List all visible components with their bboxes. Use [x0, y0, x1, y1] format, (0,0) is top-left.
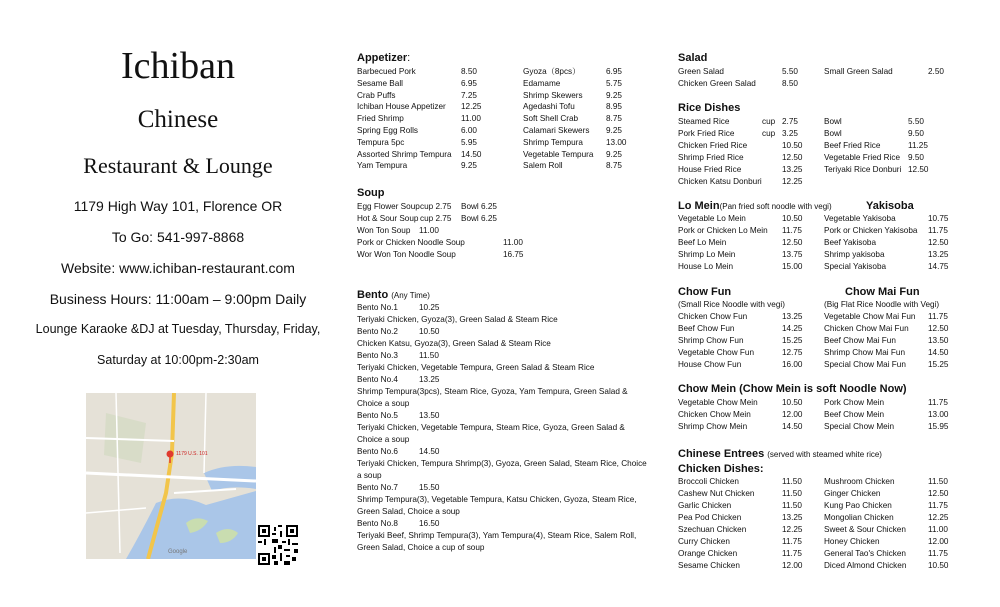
entrees-heading [678, 448, 882, 460]
item-name: Bento No.2 [357, 327, 398, 336]
item-price: 14.50 [928, 348, 949, 357]
item-name: Shrimp yakisoba [824, 250, 885, 259]
item-price: 5.75 [606, 78, 622, 88]
item-price: 6.95 [461, 78, 477, 88]
item-name: Bento No.1 [357, 303, 398, 312]
item-price: 11.75 [928, 501, 948, 510]
item-price: 13.00 [606, 137, 627, 147]
business-hours: Business Hours: 11:00am – 9:00pm Daily [49, 291, 307, 307]
chowfun-heading: Chow Fun [678, 286, 732, 298]
item-price: 12.25 [782, 525, 803, 534]
item-price: 15.25 [782, 336, 803, 345]
item-name: Beef Chow Mein [824, 410, 885, 419]
item-price: 9.25 [606, 149, 622, 159]
soup-heading: Soup [357, 187, 385, 199]
item-price: 13.25 [928, 250, 949, 259]
item-price: 12.50 [928, 489, 949, 498]
item-price: 15.00 [782, 262, 803, 271]
item-price: 15.25 [928, 360, 949, 369]
item-name: House Lo Mein [678, 262, 734, 271]
location-map [86, 393, 256, 559]
bento-heading [357, 289, 430, 301]
item-name: Edamame [523, 78, 561, 88]
bento-description: Chicken Katsu, Gyoza(3), Green Salad & Steam Rice [357, 339, 551, 348]
item-name: Vegetable Tempura [523, 149, 594, 159]
item-price: 15.50 [419, 483, 440, 492]
item-name: Assorted Shrimp Tempura [357, 149, 452, 159]
item-name: Bowl [824, 129, 842, 138]
item-price: 16.50 [419, 519, 440, 528]
item-name: Special Chow Mai Fun [824, 360, 906, 369]
item-price: 10.50 [419, 327, 440, 336]
item-name: Garlic Chicken [678, 501, 732, 510]
item-name: Pork or Chicken Yakisoba [824, 226, 918, 235]
item-price: 11.50 [782, 489, 802, 498]
item-price: 12.75 [782, 348, 803, 357]
item-price: 9.50 [908, 153, 924, 162]
bento-description: Teriyaki Chicken, Tempura Shrimp(3), Gyoza, Green Salad, Steam Rice, Choice a soup [357, 459, 647, 480]
item-name: Szechuan Chicken [678, 525, 747, 534]
item-price: 11.75 [928, 312, 948, 321]
item-name: Kung Pao Chicken [824, 501, 892, 510]
item-name: Tempura 5pc [357, 137, 405, 147]
item-name: Cashew Nut Chicken [678, 489, 755, 498]
item-price: 9.25 [461, 161, 477, 171]
item-name: Yam Tempura [357, 161, 408, 171]
item-name: Shrimp Tempura [523, 137, 583, 147]
item-name: Vegetable Chow Mein [678, 398, 758, 407]
item-name: Bento No.3 [357, 351, 398, 360]
item-name: Sweet & Sour Chicken [824, 525, 906, 534]
item-price: 10.50 [782, 398, 803, 407]
lomein-note: (Pan fried soft noodle with vegi) [719, 202, 832, 211]
item-price: 13.50 [419, 411, 440, 420]
item-name: Beef Fried Rice [824, 141, 881, 150]
item-name: Sesame Chicken [678, 561, 740, 570]
item-name: General Tao's Chicken [824, 549, 906, 558]
item-name: Small Green Salad [824, 67, 893, 76]
item-price: 13.25 [419, 375, 440, 384]
item-name: House Fried Rice [678, 165, 742, 174]
item-name: Won Ton Soup [357, 226, 411, 235]
chowmein-heading: Chow Mein (Chow Mein is soft Noodle Now) [678, 383, 907, 395]
appetizer-title: Appetizer [357, 52, 408, 64]
item-price: 11.75 [928, 398, 948, 407]
item-cup: cup 2.75 [420, 202, 452, 211]
restaurant-name: Ichiban [121, 45, 235, 87]
item-price: 14.75 [928, 262, 949, 271]
bento-title: Bento [357, 289, 389, 301]
bento-description: Teriyaki Chicken, Vegetable Tempura, Green Salad & Steam Rice [357, 363, 595, 372]
item-price: 12.50 [928, 238, 949, 247]
item-price: 9.25 [606, 126, 622, 135]
item-name: Bento No.6 [357, 447, 398, 456]
item-name: Beef Lo Mein [678, 238, 727, 247]
item-name: Shrimp Skewers [523, 90, 583, 100]
item-price: 2.75 [782, 117, 798, 126]
item-name: Special Yakisoba [824, 262, 887, 271]
item-price: 11.00 [928, 525, 948, 534]
item-price: 11.50 [928, 477, 948, 486]
item-name: Chicken Katsu Donburi [678, 177, 762, 186]
item-name: Chicken Chow Fun [678, 312, 748, 321]
item-name: Green Salad [678, 67, 724, 76]
entrees-title: Chinese Entrees [678, 448, 765, 460]
item-name: Vegetable Chow Fun [678, 348, 755, 357]
entrees-note: (served with steamed white rice) [767, 450, 882, 459]
bento-description: Shrimp Tempura(3pcs), Steam Rice, Gyoza, Yam Tempura, Green Salad & Choice a soup [357, 387, 628, 408]
item-name: Teriyaki Rice Donburi [824, 165, 902, 174]
item-name: Vegetable Chow Mai Fun [824, 312, 916, 321]
item-price: 13.25 [782, 312, 803, 321]
item-price: 3.25 [782, 129, 798, 138]
address: 1179 High Way 101, Florence OR [73, 198, 283, 214]
item-name: Steamed Rice [678, 117, 730, 126]
item-name: Bento No.4 [357, 375, 398, 384]
item-price: 12.50 [782, 153, 803, 162]
item-price: 16.75 [503, 250, 524, 259]
item-price: 12.50 [928, 324, 949, 333]
item-price: 14.25 [782, 324, 803, 333]
item-price: 11.50 [782, 477, 802, 486]
chowfun-note: (Small Rice Noodle with vegi) [678, 300, 785, 309]
item-name: Chicken Fried Rice [678, 141, 748, 150]
item-name: Bento No.5 [357, 411, 398, 420]
item-name: Bento No.8 [357, 519, 398, 528]
lomein-title: Lo Mein [678, 200, 720, 212]
item-price: 8.95 [606, 102, 622, 112]
item-name: Calamari Skewers [523, 126, 590, 135]
item-name: Beef Yakisoba [824, 238, 877, 247]
item-price: 11.75 [782, 549, 802, 558]
item-price: 11.50 [419, 351, 439, 360]
item-price: 9.25 [606, 90, 622, 100]
salad-heading: Salad [678, 52, 708, 64]
appetizer-colon: : [407, 52, 411, 64]
item-name: Beef Chow Fun [678, 324, 735, 333]
item-name: Ginger Chicken [824, 489, 881, 498]
item-price: 10.75 [928, 214, 949, 223]
item-price: 14.50 [419, 447, 440, 456]
item-price: 8.50 [782, 79, 798, 88]
lounge-info-line1: Lounge Karaoke &DJ at Tuesday, Thursday, Friday, [35, 322, 321, 336]
item-name: Spring Egg Rolls [357, 126, 418, 135]
item-price: 10.25 [419, 303, 440, 312]
item-price: 5.50 [782, 67, 798, 76]
bento-description: Shrimp Tempura(3), Vegetable Tempura, Katsu Chicken, Gyoza, Steam Rice, Green Salad, Choice a soup [357, 495, 637, 516]
item-name: Vegetable Lo Mein [678, 214, 746, 223]
bento-description: Teriyaki Chicken, Vegetable Tempura, Steam Rice, Gyoza, Green Salad & Choice a soup [357, 423, 625, 444]
item-name: Shrimp Lo Mein [678, 250, 736, 259]
item-name: Bowl [824, 117, 842, 126]
item-name: Chicken Chow Mai Fun [824, 324, 909, 333]
item-name: Salem Roll [523, 161, 563, 171]
item-name: Fried Shrimp [357, 114, 404, 124]
map-label: 1179 U.S. 101 [176, 451, 208, 457]
bento-description: Teriyaki Beef, Shrimp Tempura(3), Yam Tempura(4), Steam Rice, Salem Roll, Green Salad, Choice a cup of soup [357, 531, 637, 552]
item-price: 12.00 [782, 410, 803, 419]
item-price: 13.25 [782, 165, 803, 174]
item-name: Shrimp Chow Mein [678, 422, 748, 431]
bento-description: Teriyaki Chicken, Gyoza(3), Green Salad & Steam Rice [357, 315, 558, 324]
item-price: 11.75 [782, 226, 802, 235]
item-name: Agedashi Tofu [523, 102, 575, 112]
item-price: 11.00 [503, 238, 523, 247]
item-price: 8.75 [606, 114, 622, 124]
lounge-info-line2: Saturday at 10:00pm-2:30am [97, 353, 259, 367]
item-price: 6.00 [461, 126, 477, 135]
chicken-dishes-heading: Chicken Dishes: [678, 463, 764, 475]
item-price: 12.50 [908, 165, 929, 174]
item-name: Shrimp Chow Mai Fun [824, 348, 905, 357]
item-price: 15.95 [928, 422, 949, 431]
item-size: cup [762, 129, 776, 138]
item-price: 8.50 [461, 67, 477, 76]
restaurant-subtitle: Chinese [137, 106, 219, 133]
item-name: Vegetable Fried Rice [824, 153, 901, 162]
item-name: Vegetable Yakisoba [824, 214, 896, 223]
item-price: 2.50 [928, 67, 944, 76]
item-bowl: Bowl 6.25 [461, 214, 497, 223]
item-name: Pea Pod Chicken [678, 513, 742, 522]
item-name: Sesame Ball [357, 78, 403, 88]
item-price: 10.50 [782, 214, 803, 223]
item-name: Beef Chow Mai Fun [824, 336, 896, 345]
qr-code-icon [258, 525, 298, 565]
item-price: 8.75 [606, 161, 622, 171]
map-attribution: Google [168, 549, 188, 555]
item-price: 14.50 [782, 422, 803, 431]
item-price: 9.50 [908, 129, 924, 138]
item-price: 7.25 [461, 90, 477, 100]
item-price: 11.25 [908, 141, 928, 150]
item-price: 11.75 [782, 537, 802, 546]
item-name: Special Chow Mein [824, 422, 895, 431]
item-price: 12.50 [782, 238, 803, 247]
item-price: 11.75 [928, 226, 948, 235]
item-name: Pork Chow Mein [824, 398, 885, 407]
item-name: Broccoli Chicken [678, 477, 739, 486]
item-name: Diced Almond Chicken [824, 561, 907, 570]
item-price: 11.75 [928, 549, 948, 558]
item-name: Crab Puffs [357, 90, 396, 100]
restaurant-tagline: Restaurant & Lounge [83, 153, 273, 178]
item-price: 14.50 [461, 149, 482, 159]
item-price: 10.50 [782, 141, 803, 150]
item-name: Gyoza（8pcs） [523, 67, 581, 76]
item-name: Barbecued Pork [357, 67, 416, 76]
item-price: 12.25 [928, 513, 949, 522]
item-price: 6.95 [606, 67, 622, 76]
item-name: Bento No.7 [357, 483, 398, 492]
item-name: Orange Chicken [678, 549, 738, 558]
item-price: 12.00 [928, 537, 949, 546]
lomein-heading [678, 200, 832, 212]
item-name: Shrimp Chow Fun [678, 336, 744, 345]
item-name: Chicken Chow Mein [678, 410, 751, 419]
item-name: Wor Won Ton Noodle Soup [357, 250, 456, 259]
item-name: Mushroom Chicken [824, 477, 895, 486]
item-name: Pork Fried Rice [678, 129, 735, 138]
phone: To Go: 541-997-8868 [111, 229, 245, 245]
chowmaifun-note: (Big Flat Rice Noodle with Vegi) [824, 300, 940, 309]
item-name: Chicken Green Salad [678, 79, 756, 88]
item-name: Pork or Chicken Noodle Soup [357, 238, 465, 247]
item-price: 12.25 [461, 102, 482, 112]
item-name: Ichiban House Appetizer [357, 102, 446, 112]
item-bowl: Bowl 6.25 [461, 202, 497, 211]
item-price: 11.00 [461, 114, 481, 124]
item-price: 13.50 [928, 336, 949, 345]
chowmaifun-heading: Chow Mai Fun [845, 286, 920, 298]
website: Website: www.ichiban-restaurant.com [61, 260, 295, 276]
item-size: cup [762, 117, 776, 126]
item-price: 10.50 [928, 561, 949, 570]
item-name: Curry Chicken [678, 537, 730, 546]
item-price: 16.00 [782, 360, 803, 369]
item-price: 5.50 [908, 117, 924, 126]
rice-heading: Rice Dishes [678, 102, 741, 114]
item-name: Shrimp Fried Rice [678, 153, 744, 162]
item-price: 11.00 [419, 226, 439, 235]
item-price: 13.00 [928, 410, 949, 419]
item-name: Honey Chicken [824, 537, 880, 546]
item-price: 12.25 [782, 177, 803, 186]
item-price: 13.75 [782, 250, 803, 259]
item-name: Egg Flower Soup [357, 202, 420, 211]
yakisoba-heading: Yakisoba [866, 200, 914, 212]
item-name: Mongolian Chicken [824, 513, 894, 522]
item-price: 5.95 [461, 137, 477, 147]
item-name: Hot & Sour Soup [357, 214, 419, 223]
item-price: 11.50 [782, 501, 802, 510]
item-price: 13.25 [782, 513, 803, 522]
item-price: 12.00 [782, 561, 803, 570]
item-name: Pork or Chicken Lo Mein [678, 226, 768, 235]
appetizer-heading [357, 52, 410, 64]
bento-note: (Any Time) [391, 291, 430, 300]
item-name: Soft Shell Crab [523, 114, 579, 124]
item-name: House Chow Fun [678, 360, 742, 369]
item-cup: cup 2.75 [420, 214, 452, 223]
